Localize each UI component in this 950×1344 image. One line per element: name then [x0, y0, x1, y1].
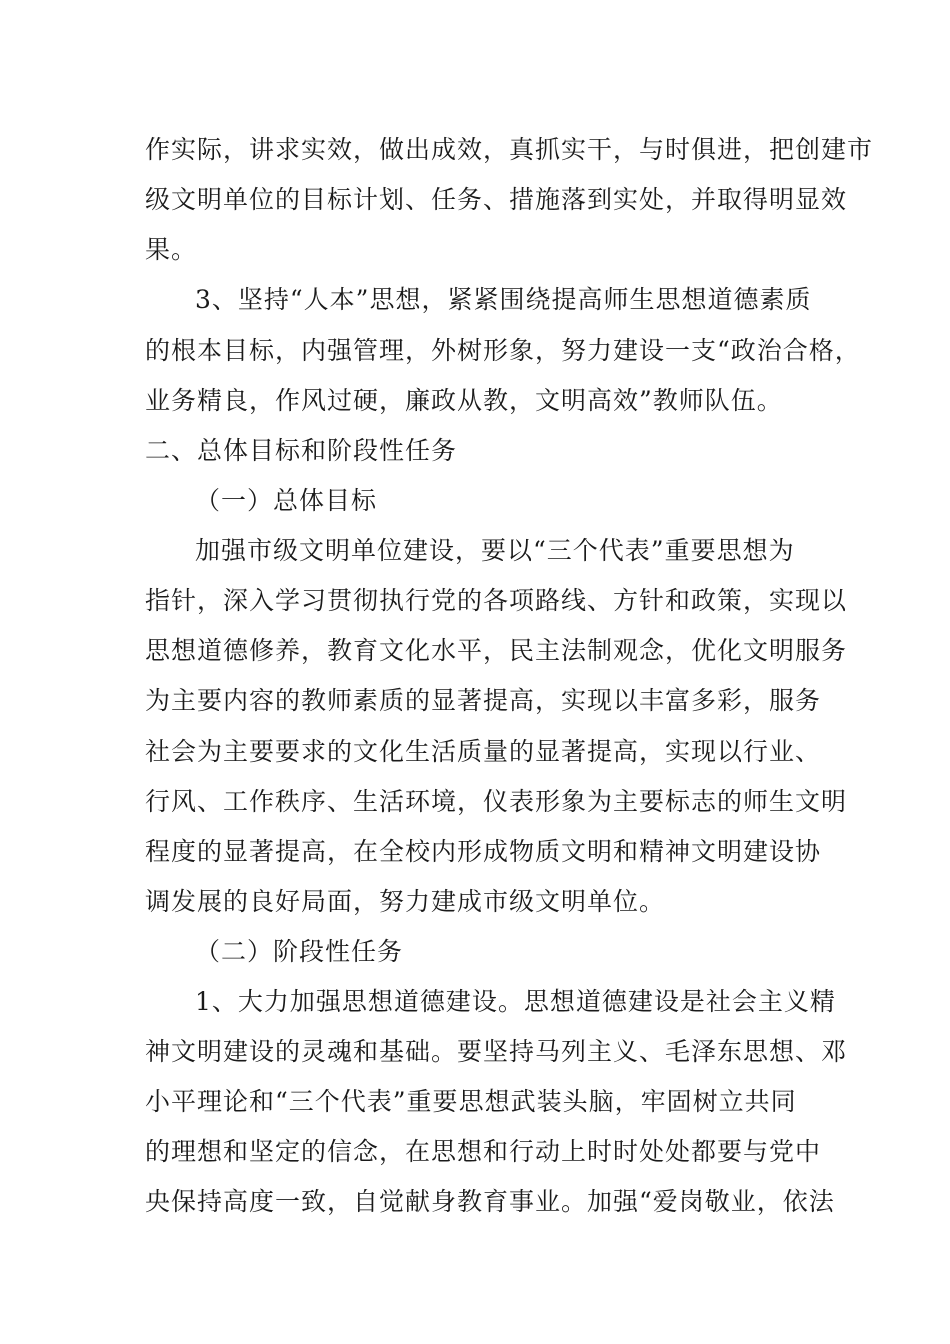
paragraph-line: 调发展的良好局面，努力建成市级文明单位。: [145, 887, 666, 916]
paragraph-line: 果。: [145, 235, 198, 264]
paragraph-line: 的理想和坚定的信念，在思想和行动上时时处处都要与党中: [145, 1137, 822, 1166]
paragraph-line: 级文明单位的目标计划、任务、措施落到实处，并取得明显效: [145, 185, 848, 214]
paragraph-line: 程度的显著提高，在全校内形成物质文明和精神文明建设协: [145, 837, 822, 866]
paragraph-line: 神文明建设的灵魂和基础。要坚持马列主义、毛泽东思想、邓: [145, 1037, 848, 1066]
paragraph-line: 思想道德修养，教育文化水平，民主法制观念，优化文明服务: [145, 636, 848, 665]
paragraph-line: 作实际，讲求实效，做出成效，真抓实干，与时俱进，把创建市: [145, 135, 874, 164]
paragraph-line: 3、坚持“人本”思想，紧紧围绕提高师生思想道德素质: [195, 285, 812, 314]
paragraph-line: 的根本目标，内强管理，外树形象，努力建设一支“政治合格，: [145, 336, 861, 365]
paragraph-line: 加强市级文明单位建设，要以“三个代表”重要思想为: [195, 536, 795, 565]
subsection-heading: （二）阶段性任务: [195, 937, 404, 966]
paragraph-line: 小平理论和“三个代表”重要思想武装头脑，牢固树立共同: [145, 1087, 797, 1116]
paragraph-line: 1、大力加强思想道德建设。思想道德建设是社会主义精: [195, 987, 836, 1016]
paragraph-line: 为主要内容的教师素质的显著提高，实现以丰富多彩，服务: [145, 686, 822, 715]
paragraph-line: 央保持高度一致，自觉献身教育事业。加强“爱岗敬业，依法: [145, 1187, 835, 1216]
subsection-heading: （一）总体目标: [195, 486, 378, 515]
paragraph-line: 指针，深入学习贯彻执行党的各项路线、方针和政策，实现以: [145, 586, 848, 615]
paragraph-line: 业务精良，作风过硬，廉政从教，文明高效”教师队伍。: [145, 386, 783, 415]
paragraph-line: 社会为主要要求的文化生活质量的显著提高，实现以行业、: [145, 737, 822, 766]
paragraph-line: 行风、工作秩序、生活环境，仪表形象为主要标志的师生文明: [145, 787, 848, 816]
section-heading: 二、总体目标和阶段性任务: [145, 436, 458, 465]
